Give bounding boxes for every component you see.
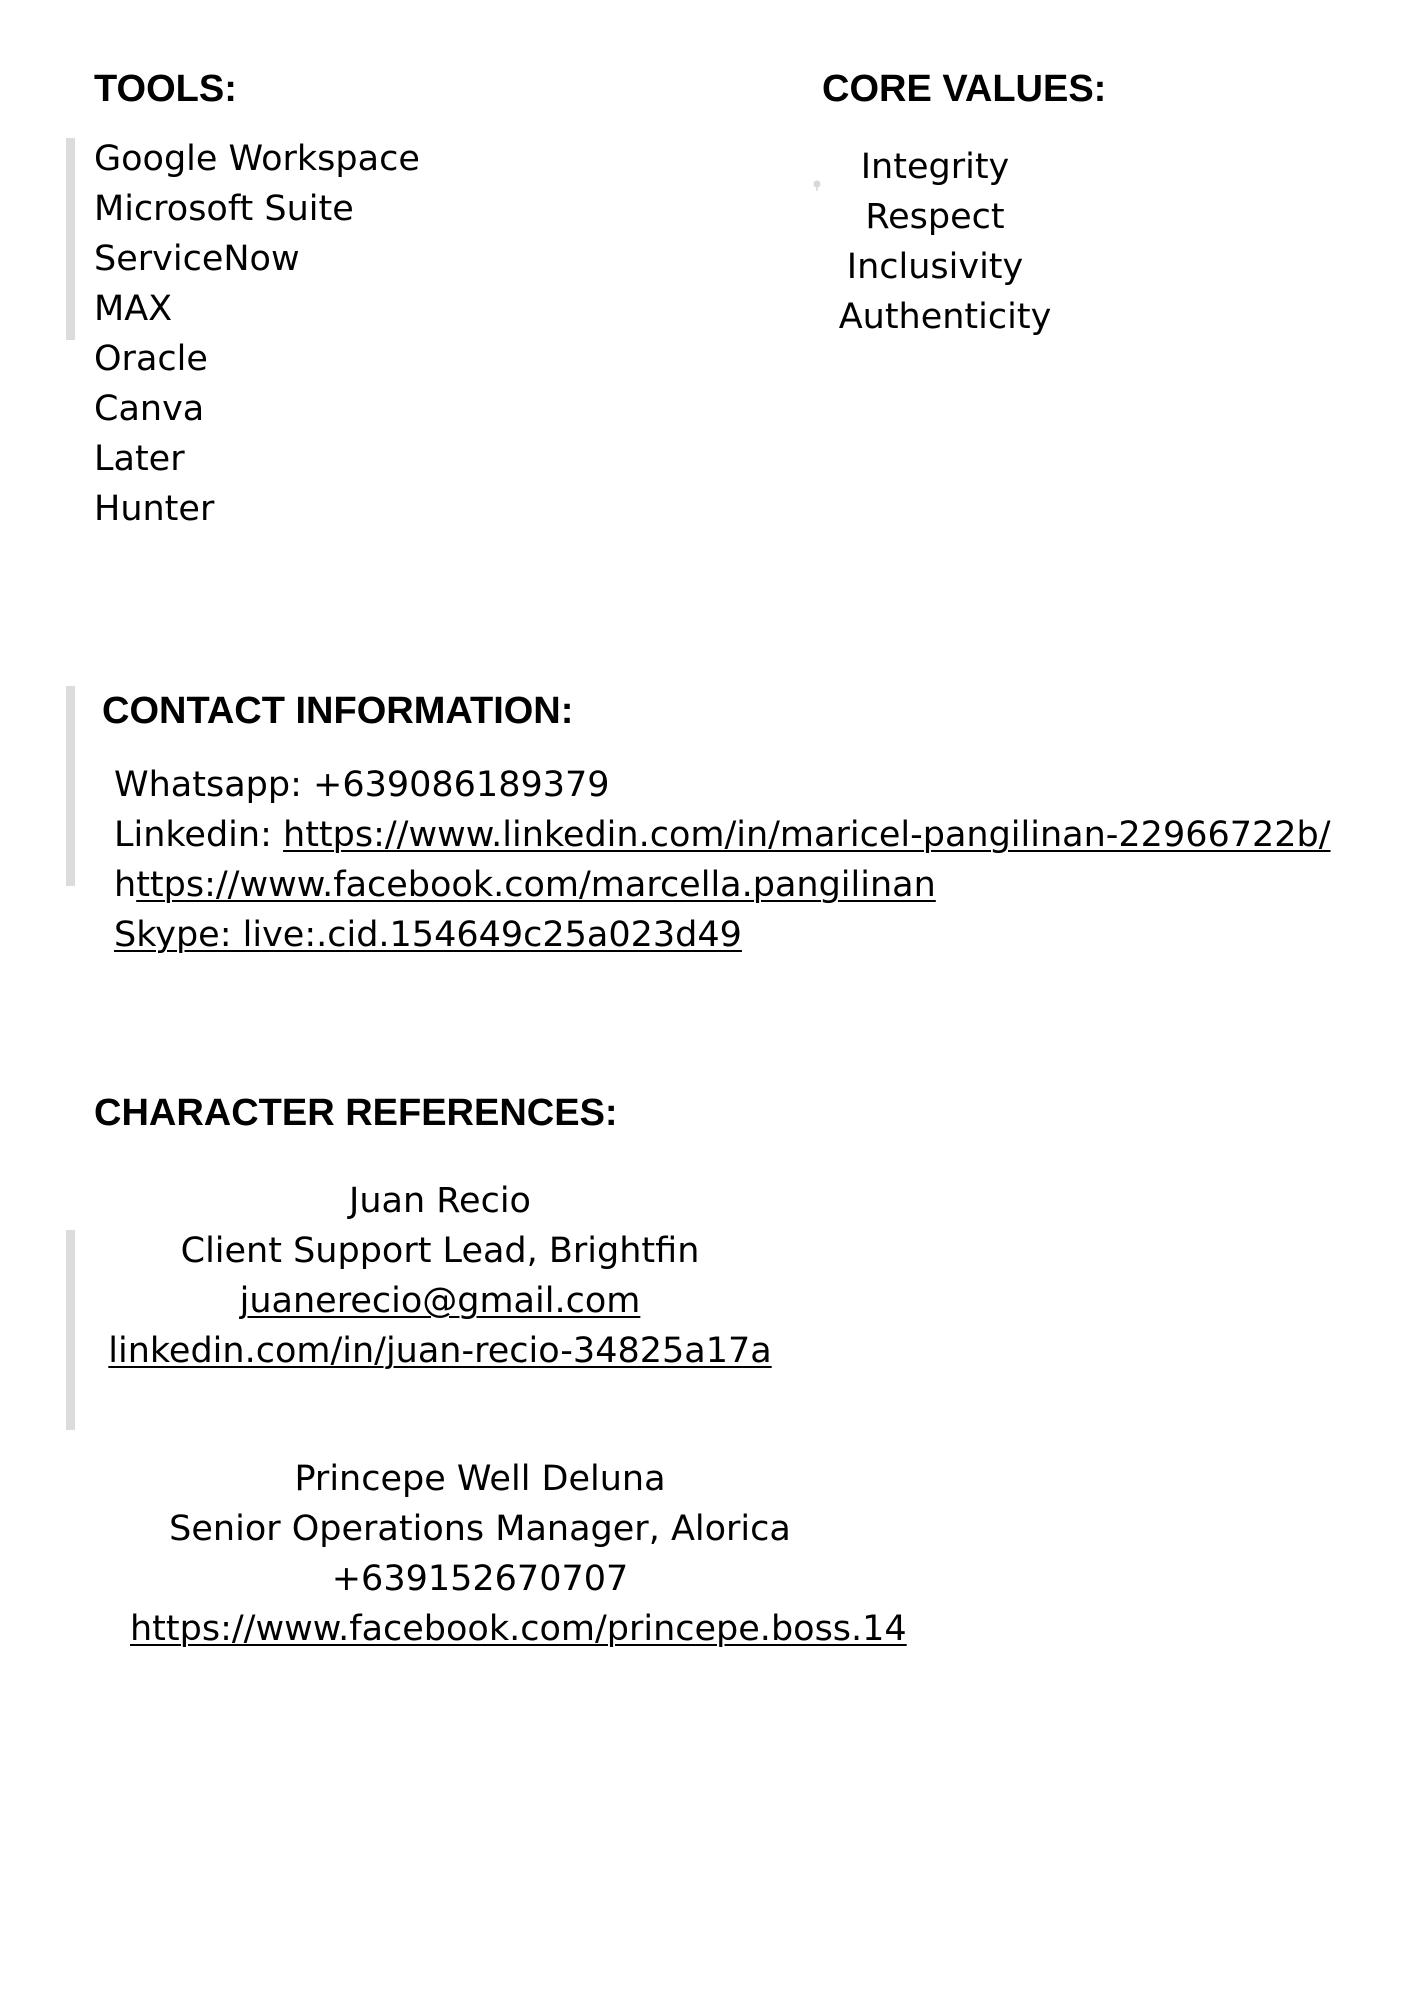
tool-item: Canva — [94, 389, 205, 429]
reference-facebook-link[interactable]: https://www.facebook.com/princepe.boss.14 — [130, 1609, 907, 1649]
core-value-item: Integrity — [860, 147, 1010, 187]
linkedin-link[interactable]: https://www.linkedin.com/in/maricel-pangilinan-22966722b/ — [283, 815, 1331, 855]
core-value-item: Inclusivity — [846, 247, 1024, 287]
reference-name: Juan Recio — [349, 1181, 531, 1221]
tool-item: Google Workspace — [94, 139, 420, 179]
facebook-link[interactable]: ttps://www.facebook.com/marcella.pangilinan — [136, 865, 936, 905]
tools-accent-bar — [66, 138, 75, 340]
tools-heading: TOOLS: — [94, 68, 237, 110]
tool-item: Microsoft Suite — [94, 189, 354, 229]
skype-link[interactable]: Skype: live:.cid.154649c25a023d49 — [114, 915, 742, 955]
contact-heading: CONTACT INFORMATION: — [102, 690, 574, 732]
reference-linkedin-link[interactable]: linkedin.com/in/juan-recio-34825a17a — [108, 1331, 772, 1371]
tool-item: MAX — [94, 289, 173, 329]
linkedin-label: Linkedin: — [114, 815, 284, 855]
whatsapp-line: Whatsapp: +639086189379 — [114, 765, 610, 805]
reference-link-line — [90, 1326, 790, 1376]
linkedin-line — [114, 810, 1331, 860]
core-values-heading: CORE VALUES: — [822, 68, 1107, 110]
facebook-prefix: h — [114, 865, 137, 905]
contact-accent-bar — [66, 686, 75, 886]
reference-phone: +639152670707 — [331, 1559, 629, 1599]
reference-link-line — [130, 1604, 907, 1654]
skype-line — [114, 910, 742, 960]
reference-name: Princepe Well Deluna — [294, 1459, 666, 1499]
core-value-item: Authenticity — [838, 297, 1052, 337]
tool-item: Oracle — [94, 339, 208, 379]
core-value-item: Respect — [865, 197, 1005, 237]
reference-email-line — [90, 1276, 790, 1326]
references-accent-bar — [66, 1230, 75, 1430]
references-heading: CHARACTER REFERENCES: — [94, 1092, 618, 1134]
tool-item: Hunter — [94, 489, 215, 529]
tool-item: ServiceNow — [94, 239, 300, 279]
reference-role: Senior Operations Manager, Alorica — [169, 1509, 791, 1549]
reference-email-link[interactable]: juanerecio@gmail.com — [239, 1281, 641, 1321]
reference-role: Client Support Lead, Brightfin — [180, 1231, 700, 1271]
tool-item: Later — [94, 439, 185, 479]
facebook-line — [114, 860, 936, 910]
